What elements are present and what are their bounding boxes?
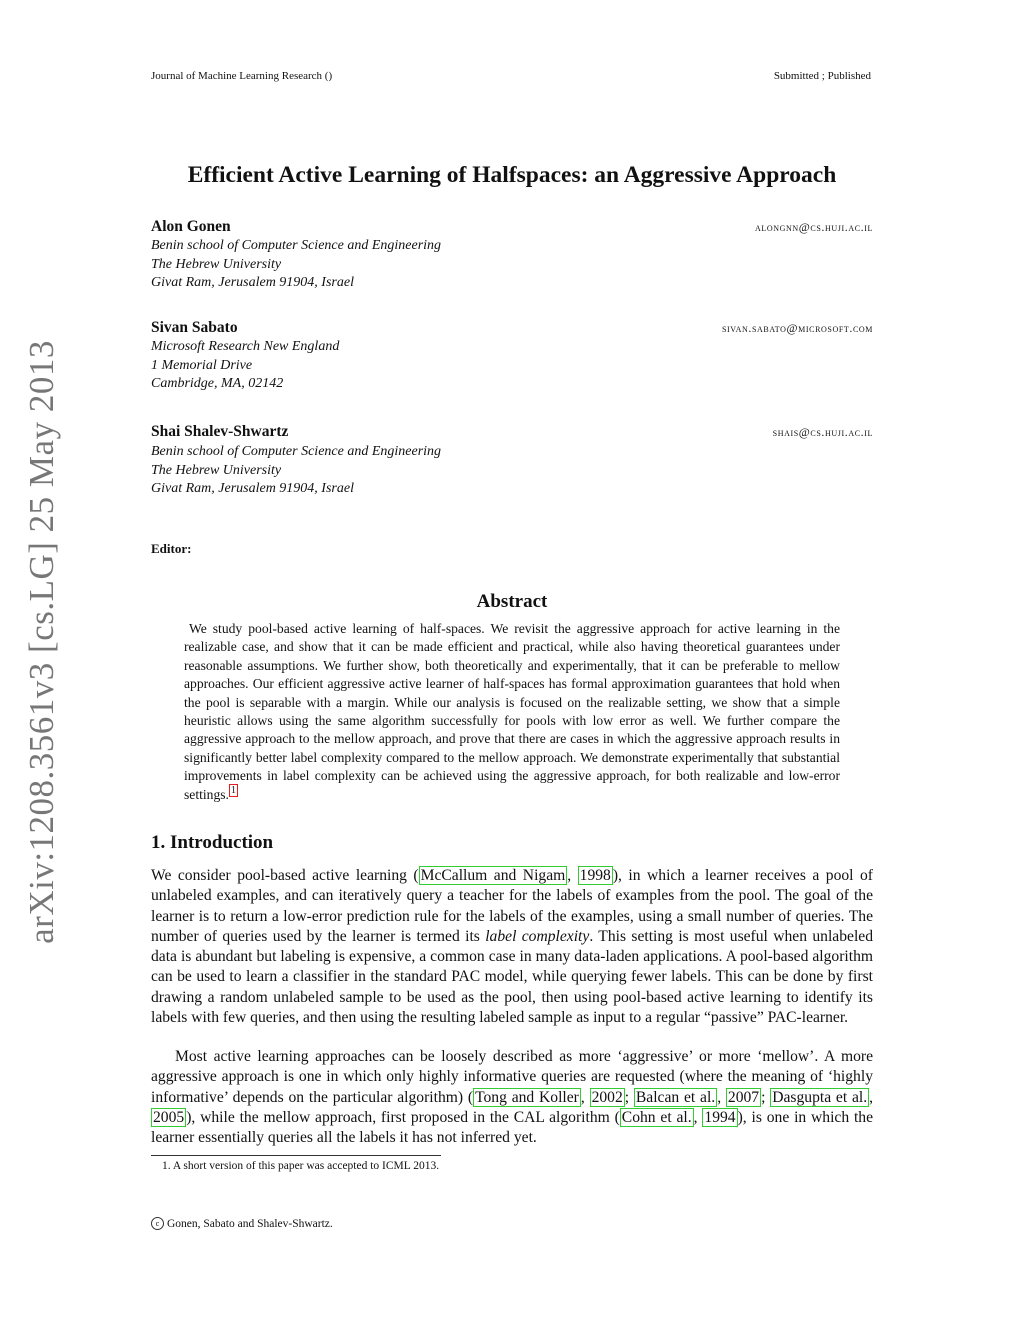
- affiliation-line: Benin school of Computer Science and Engineering: [151, 238, 442, 253]
- citation-year-link[interactable]: 1994: [704, 1108, 736, 1126]
- citation-link[interactable]: Cohn et al.: [621, 1108, 692, 1126]
- text-run: ,: [693, 1108, 703, 1126]
- text-run: Most active learning approaches can be loosely described as more ‘aggressive’ or more ‘mellow’. A more aggressive approach is one in which only highly informative queries are requested (where the meaning of ‘highly informative’ depends on the particular algorithm) (: [151, 1048, 873, 1106]
- affiliation-line: Benin school of Computer Science and Engineering: [151, 444, 442, 459]
- text-run: ), while the mellow approach, first proposed in the CAL algorithm (: [186, 1108, 620, 1126]
- copyright-line: [151, 1217, 333, 1230]
- citation-year-link[interactable]: 2007: [727, 1088, 760, 1106]
- citation-link[interactable]: Balcan et al.: [635, 1088, 716, 1106]
- author-email[interactable]: shais@cs.huji.ac.il: [772, 425, 873, 439]
- paper-title: Efficient Active Learning of Halfspaces: an Aggressive Approach: [187, 162, 837, 188]
- term-emphasis: label complexity: [485, 927, 590, 945]
- footnote-rule: [151, 1155, 441, 1156]
- text-run: ,: [580, 1088, 590, 1106]
- author-email[interactable]: alongnn@cs.huji.ac.il: [755, 220, 873, 234]
- text-run: ;: [761, 1088, 771, 1106]
- affiliation-line: The Hebrew University: [151, 256, 282, 272]
- footnote-link[interactable]: 1: [230, 785, 236, 797]
- abstract-heading: Abstract: [476, 591, 548, 612]
- footnote: 1. A short version of this paper was accepted to ICML 2013.: [162, 1160, 440, 1172]
- abstract-body: [184, 620, 840, 804]
- author-affiliation: [151, 443, 441, 499]
- author-name: Shai Shalev-Shwartz: [151, 423, 289, 440]
- citation-link[interactable]: Tong and Koller: [475, 1088, 579, 1106]
- text-run: ,: [567, 867, 578, 884]
- text-run: ), is one in which the learner essentially queries all the labels it has not inferred yet.: [151, 1108, 874, 1147]
- affiliation-line: Givat Ram, Jerusalem 91904, Israel: [151, 481, 354, 497]
- text-run: ;: [624, 1088, 634, 1106]
- text-run: ,: [717, 1088, 726, 1106]
- citation-link[interactable]: McCallum and Nigam: [420, 867, 566, 884]
- affiliation-line: Microsoft Research New England: [151, 339, 340, 354]
- abstract-text: We study pool-based active learning of half-spaces. We revisit the aggressive approach for active learning in the realizable case, and show that it can be made efficient and practical, while also having theoretical guarantees under reasonable assumptions. We further show, both theoretically and experimentally, that it can be preferable to mellow approaches. Our efficient aggressive active learner of half-spaces has formal approximation guarantees that hold when the pool is separable with a margin. While our analysis is focused on the realizable setting, we show that a simple heuristic allows using the same algorithm successfully for pools with low error as well. We further compare the aggressive approach to the mellow approach, and prove that there are cases in which the aggressive approach results in significantly better label complexity compared to the mellow approach. We demonstrate experimentally that substantial improvements in label complexity can be achieved using the aggressive approach, for both realizable and low-error settings.: [184, 621, 840, 802]
- editor-label: Editor:: [151, 541, 192, 556]
- submission-header: Submitted ; Published: [773, 70, 871, 82]
- journal-header: Journal of Machine Learning Research (): [151, 70, 333, 82]
- section-heading: 1. Introduction: [151, 832, 274, 853]
- copyright-icon: c: [151, 1217, 164, 1230]
- text-run: . This setting is most useful when unlabeled data is abundant but labeling is expensive, a common case in many data-laden applications. A pool-based algorithm can be used to learn a classifier in the standard PAC model, while querying fewer labels. This can be done by first drawing a random unlabeled sample to be used as the pool, then using pool-based active learning to identify its labels with few queries, and then using the resulting labeled sample as input to a regular “passive” PAC-learner.: [151, 927, 873, 1027]
- arxiv-stamp: arXiv:1208.3561v3 [cs.LG] 25 May 2013: [22, 340, 61, 944]
- affiliation-line: Givat Ram, Jerusalem 91904, Israel: [151, 275, 354, 291]
- intro-paragraph-2: [151, 1047, 873, 1148]
- intro-paragraph-1: [151, 866, 873, 1028]
- affiliation-line: The Hebrew University: [151, 462, 282, 478]
- citation-link[interactable]: Dasgupta et al.: [772, 1088, 868, 1106]
- text-run: We consider pool-based active learning (: [151, 867, 419, 884]
- author-affiliation: [151, 338, 339, 394]
- citation-year-link[interactable]: 1998: [579, 867, 611, 884]
- text-run: ), in which a learner receives a pool of unlabeled examples, and can iteratively query a teacher for the labels of examples from the pool. The goal of the learner is to return a low-error prediction rule for the labels of the examples, using a small number of queries. The number of queries used by the learner is termed its: [151, 867, 873, 945]
- affiliation-line: 1 Memorial Drive: [151, 357, 253, 373]
- author-name: Alon Gonen: [151, 218, 231, 235]
- author-name: Sivan Sabato: [151, 319, 238, 336]
- author-affiliation: [151, 237, 441, 293]
- citation-year-link[interactable]: 2002: [591, 1088, 623, 1106]
- affiliation-line: Cambridge, MA, 02142: [151, 376, 284, 392]
- author-email[interactable]: sivan.sabato@microsoft.com: [721, 321, 873, 335]
- copyright-text: Gonen, Sabato and Shalev-Shwartz.: [167, 1218, 333, 1230]
- text-run: ,: [869, 1088, 874, 1106]
- citation-year-link[interactable]: 2005: [153, 1108, 185, 1126]
